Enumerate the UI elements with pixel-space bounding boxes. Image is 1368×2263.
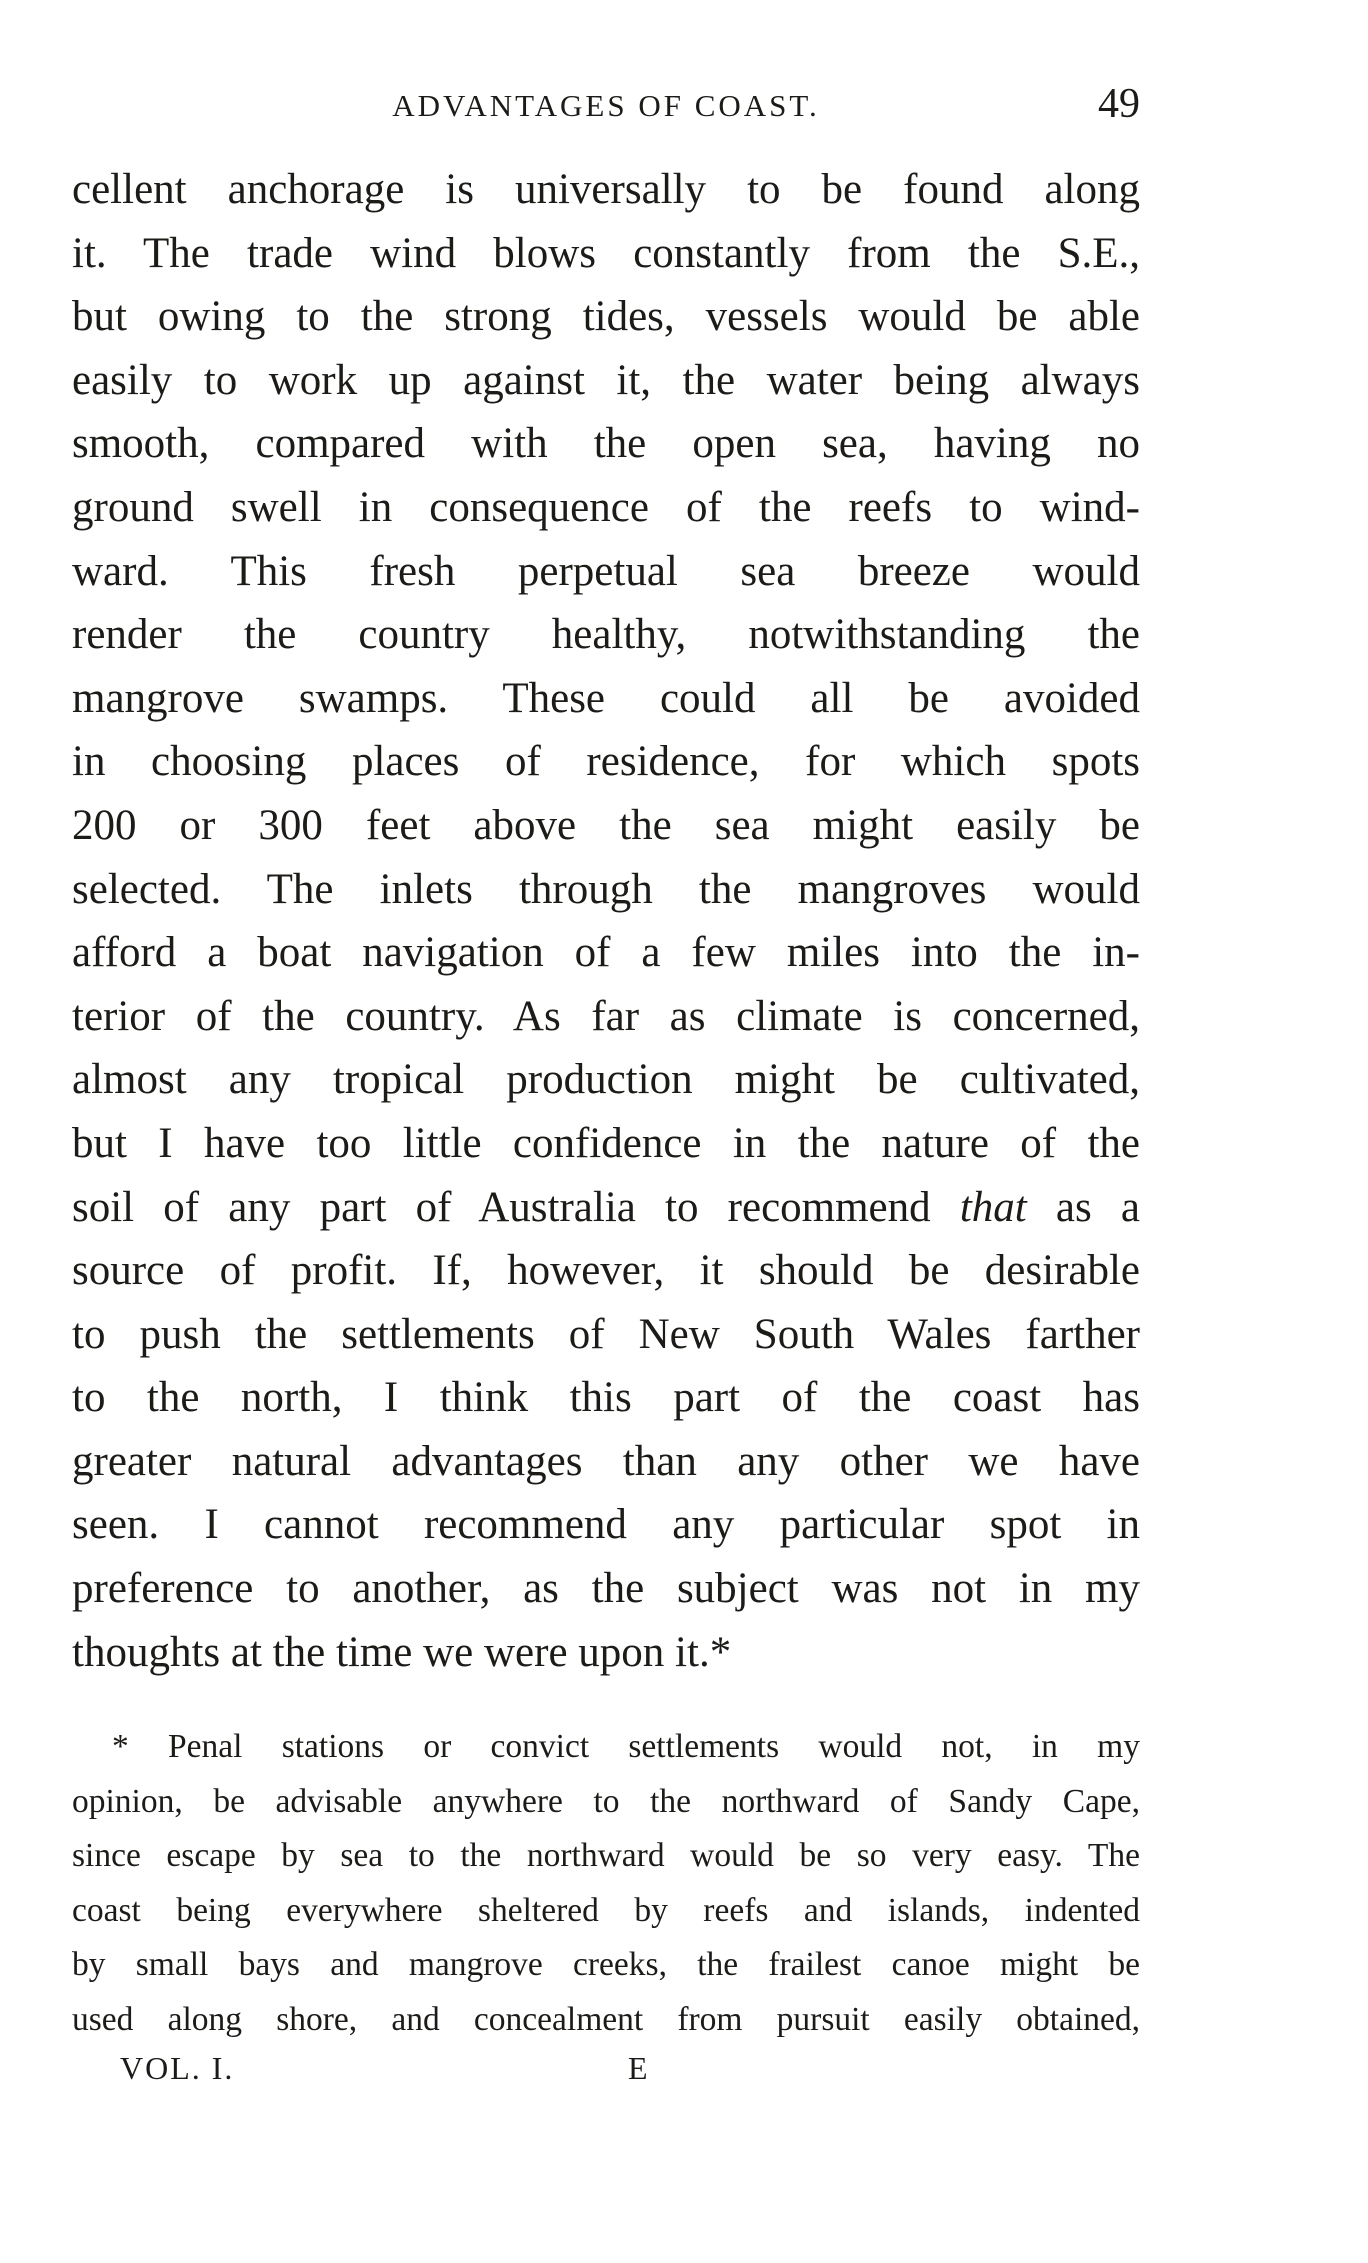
text-line: source of profit. If, however, it should be desirable xyxy=(72,1247,1140,1295)
text-line: almost any tropical production might be cultivated, xyxy=(72,1056,1140,1104)
page-header xyxy=(72,80,1140,144)
text-line: in choosing places of residence, for which spots xyxy=(72,738,1140,786)
page-number: 49 xyxy=(1098,81,1140,127)
running-head: ADVANTAGES OF COAST. xyxy=(392,88,820,123)
signature-mark: E xyxy=(628,2050,650,2086)
text-line: mangrove swamps. These could all be avoided xyxy=(72,674,1140,722)
text-line: it. The trade wind blows constantly from the S.E., xyxy=(72,229,1140,277)
text-line: to the north, I think this part of the coast has xyxy=(72,1374,1140,1422)
text-line: ground swell in consequence of the reefs to wind- xyxy=(72,483,1140,531)
volume-mark: VOL. I. xyxy=(120,2050,235,2086)
text-line: 200 or 300 feet above the sea might easily be xyxy=(72,801,1140,849)
footnote-line: by small bays and mangrove creeks, the frailest canoe might be xyxy=(72,1946,1140,1983)
text-line: but owing to the strong tides, vessels would be able xyxy=(72,293,1140,341)
text-line: preference to another, as the subject was not in my xyxy=(72,1565,1140,1613)
text-line-with-italic xyxy=(72,1176,1140,1240)
footnote xyxy=(72,1720,1140,2047)
text-line: cellent anchorage is universally to be found along xyxy=(72,166,1140,213)
signature-line xyxy=(0,2050,1368,2100)
text-line: ward. This fresh perpetual sea breeze would xyxy=(72,547,1140,595)
footnote-line: coast being everywhere sheltered by reefs and islands, indented xyxy=(72,1891,1140,1929)
text-segment: soil of any part of Australia to recommend xyxy=(72,1183,931,1231)
text-line: seen. I cannot recommend any particular spot in xyxy=(72,1501,1140,1549)
body-text xyxy=(72,158,1140,1684)
text-line: easily to work up against it, the water being always xyxy=(72,356,1140,404)
italic-word: that xyxy=(959,1183,1027,1231)
footnote-line: since escape by sea to the northward would be so very easy. The xyxy=(72,1837,1140,1874)
text-line: thoughts at the time we were upon it.* xyxy=(72,1628,732,1676)
text-line: to push the settlements of New South Wales farther xyxy=(72,1310,1140,1358)
text-line: smooth, compared with the open sea, having no xyxy=(72,420,1140,468)
text-line: greater natural advantages than any other we have xyxy=(72,1437,1140,1485)
text-line: terior of the country. As far as climate is concerned, xyxy=(72,992,1140,1040)
text-line: render the country healthy, notwithstanding the xyxy=(72,611,1140,659)
footnote-line: opinion, be advisable anywhere to the northward of Sandy Cape, xyxy=(72,1782,1140,1820)
footnote-line: * Penal stations or convict settlements would not, in my xyxy=(112,1728,1140,1765)
text-line: afford a boat navigation of a few miles into the in- xyxy=(72,929,1140,977)
text-line: selected. The inlets through the mangroves would xyxy=(72,865,1140,913)
text-segment: as a xyxy=(1055,1183,1141,1231)
footnote-line: used along shore, and concealment from pursuit easily obtained, xyxy=(72,2000,1140,2038)
text-line: but I have too little confidence in the nature of the xyxy=(72,1119,1140,1167)
